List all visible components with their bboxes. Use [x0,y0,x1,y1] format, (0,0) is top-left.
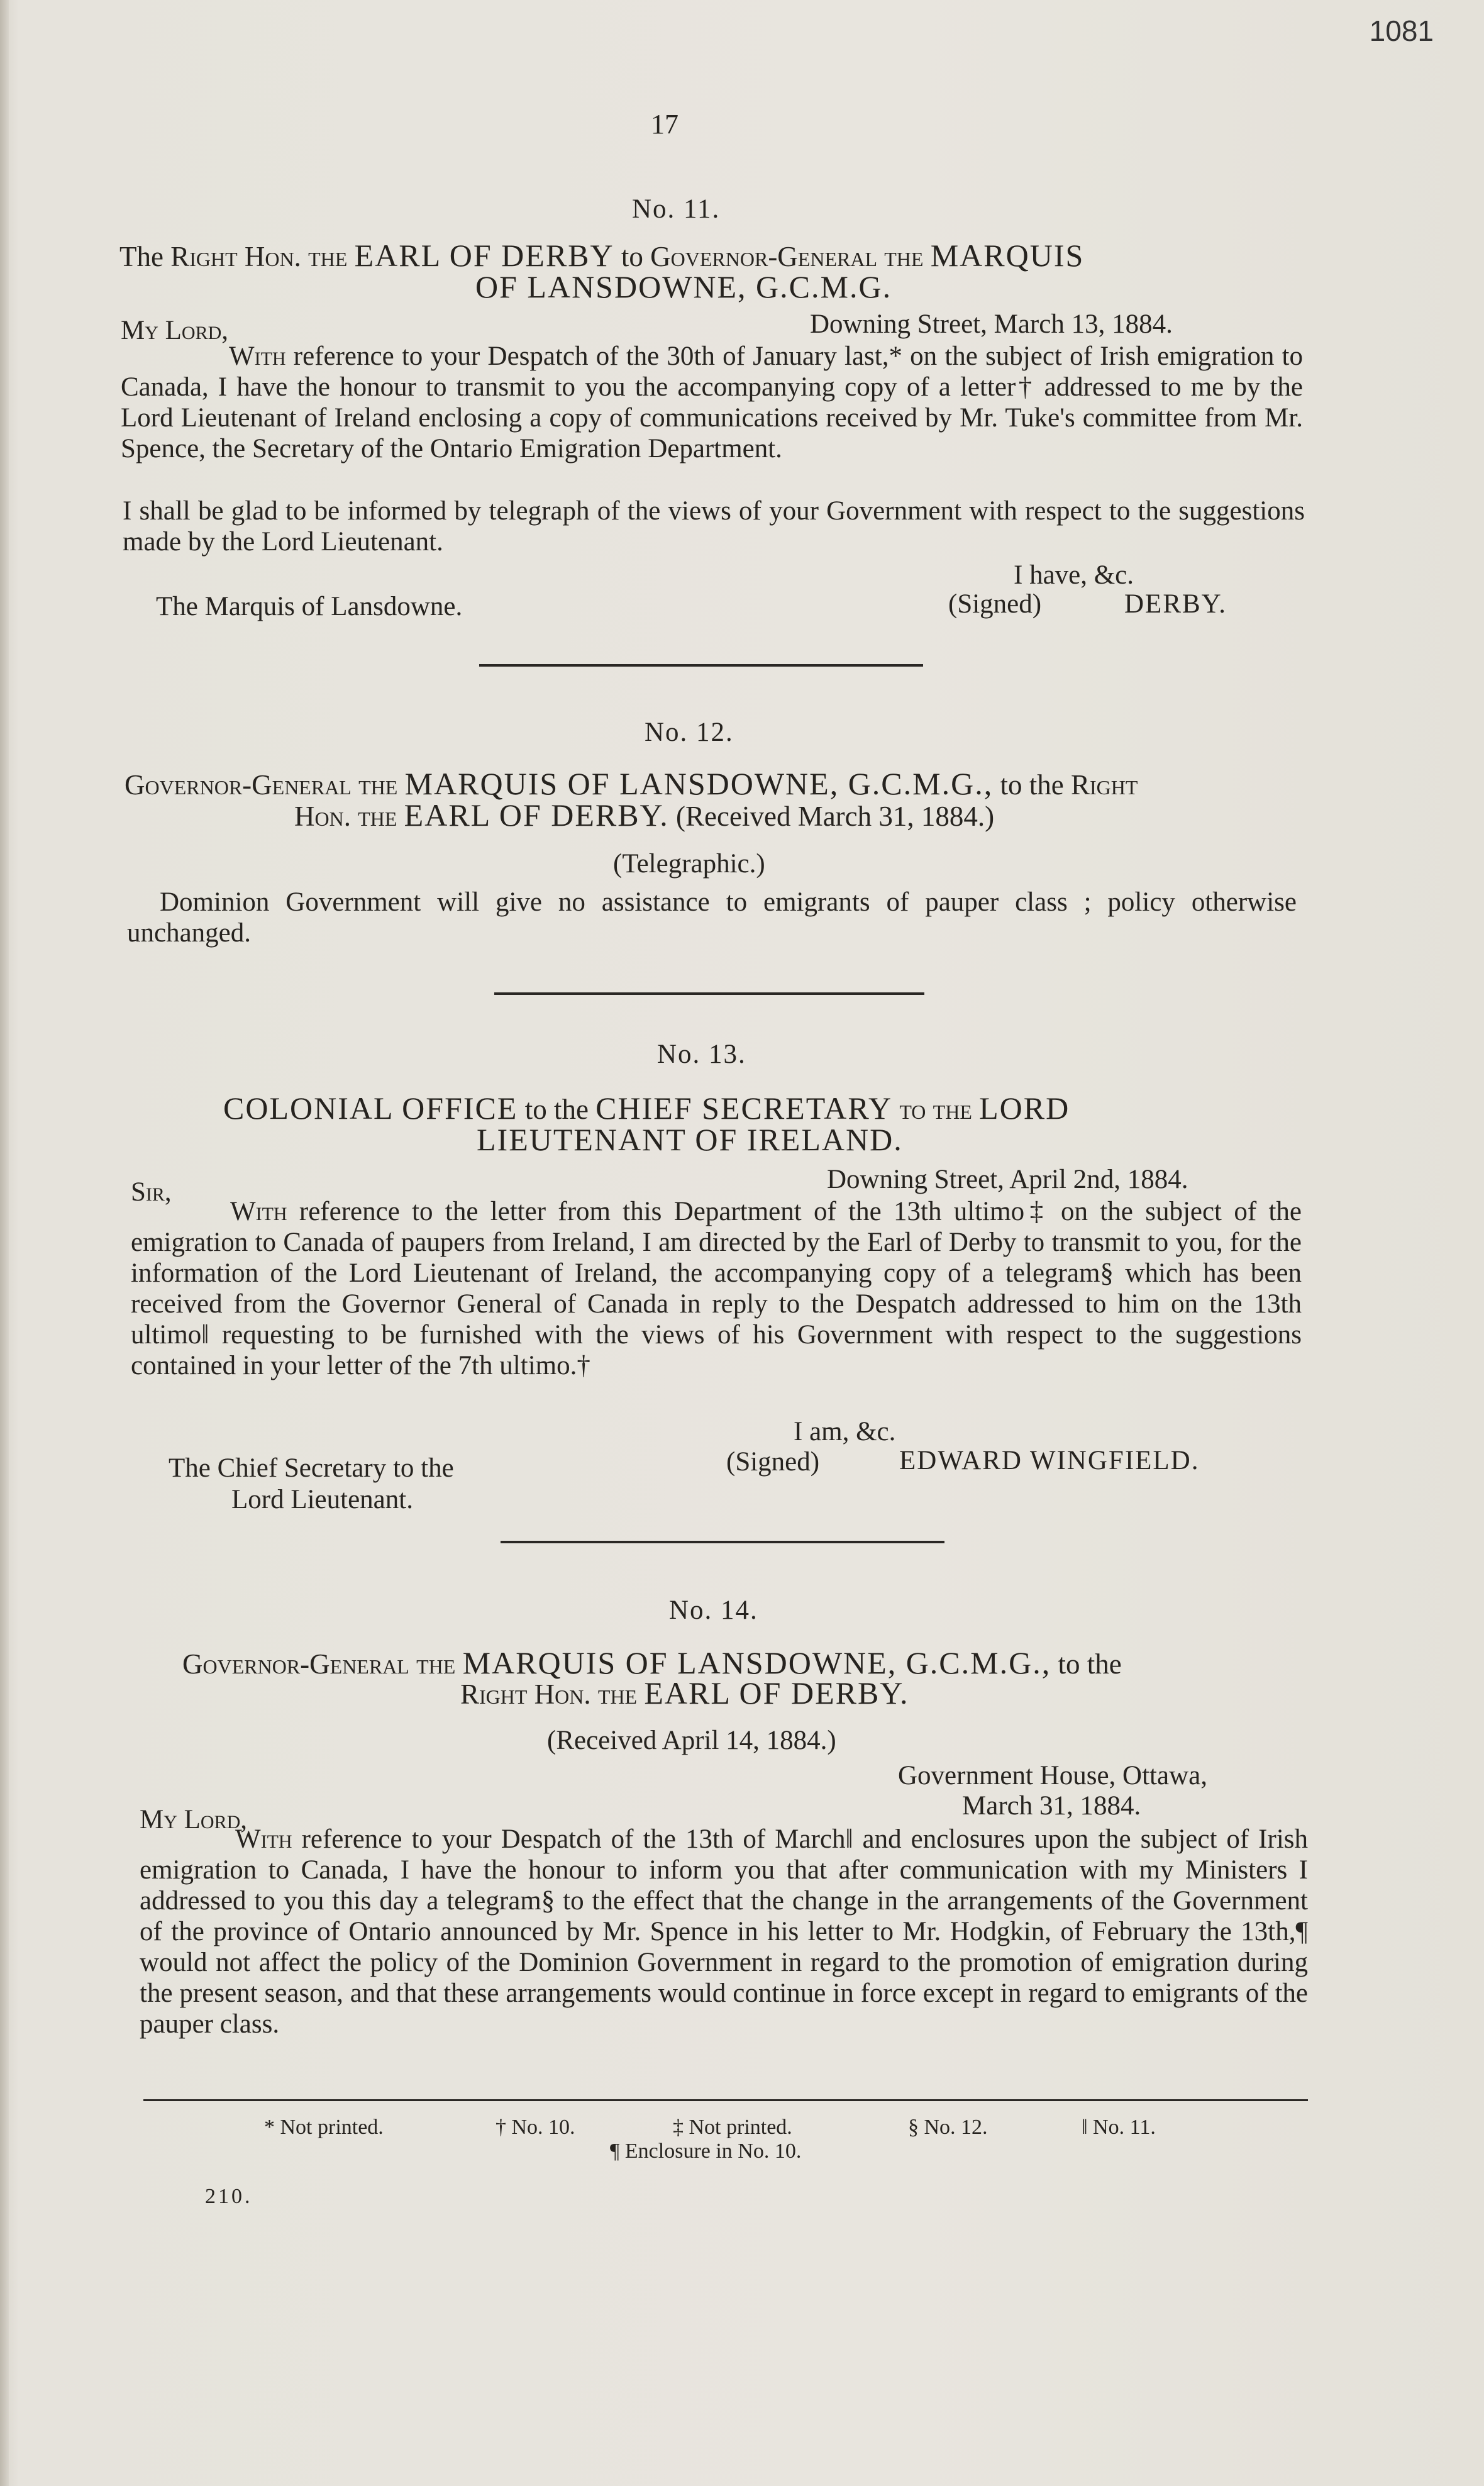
salutation: Sir, [131,1177,172,1207]
letter-paragraph: With reference to your Despatch of the 13th of March‖ and enclosures upon the subject of Irish emigration to Canada, I have the honour to inform you that after communication with my Ministers I addressed to you this day a telegram§ to the effect that the change in the arrangements of the Government of the province of Ontario announced by Mr. Spence in his letter to Mr. Hodgkin, of February the 13th,¶ would not affect the policy of the Dominion Government in regard to the promotion of emigration during the present season, and that these arrangements would continue in force except in regard to emigrants of the pauper class. [140,1824,1309,2039]
document-heading: COLONIAL OFFICE to the CHIEF SECRETARY to the LORD [223,1090,1070,1126]
letter-address: Downing Street, April 2nd, 1884. [827,1165,1188,1194]
document-heading-line-2: Right Hon. the EARL OF DERBY. [460,1675,909,1711]
folio-number: 17 [651,109,678,140]
signature-mark: 210. [205,2185,253,2208]
footnote-divider [143,2099,1308,2101]
section-divider [479,664,923,667]
salutation: My Lord, [121,316,229,345]
book-spine-shadow [0,0,9,2486]
section-divider [494,992,924,995]
letter-address: Government House, Ottawa, [898,1761,1207,1790]
signatory: DERBY. [1124,589,1227,619]
footnote: ¶ Enclosure in No. 10. [610,2139,802,2163]
page-number: 1081 [1369,14,1434,47]
document-heading-line-2: LIEUTENANT OF IRELAND. [477,1122,903,1157]
salutation: My Lord, [140,1805,248,1834]
footnote: § No. 12. [908,2116,988,2139]
footnote: ‖ No. 11. [1082,2116,1156,2139]
received-date: (Received April 14, 1884.) [547,1726,836,1755]
document-number: No. 11. [632,194,721,224]
signed-label: (Signed) [726,1447,820,1477]
section-divider [501,1541,944,1543]
document-heading-line-2: Hon. the EARL OF DERBY. (Received March 31, 1884.) [294,797,995,833]
letter-paragraph: I shall be glad to be informed by telegraph of the views of your Government with respect to the suggestions made by the Lord Lieutenant. [123,496,1305,557]
footnote: * Not printed. [264,2116,384,2139]
letter-date: March 31, 1884. [962,1791,1141,1821]
document-number: No. 13. [657,1040,746,1069]
footnote: ‡ Not printed. [673,2116,792,2139]
letter-address: Downing Street, March 13, 1884. [810,309,1173,339]
letter-addressee-line-2: Lord Lieutenant. [231,1485,413,1514]
letter-paragraph: With reference to your Despatch of the 30th of January last,* on the subject of Irish emigration to Canada, I have the honour to transmit to you the accompanying copy of a letter† addressed to me by the Lord Lieutenant of Ireland enclosing a copy of communications received by Mr. Tuke's committee from Mr. Spence, the Secretary of the Ontario Emigration Department. [121,341,1304,463]
letter-paragraph: With reference to the letter from this Department of the 13th ultimo‡ on the subject of the emigration to Canada of paupers from Ireland, I am directed by the Earl of Derby to transmit to you, for the information of the Lord Lieutenant of Ireland, the accompanying copy of a telegram§ which has been received from the Governor General of Canada in reply to the Despatch addressed to him on the 13th ultimo‖ requesting to be furnished with the views of his Government with respect to the suggestions contained in your letter of the 7th ultimo.† [131,1197,1302,1380]
signed-label: (Signed) [948,589,1042,619]
telegram-text: Dominion Government will give no assistance to emigrants of pauper class ; policy otherwise unchanged. [127,887,1297,948]
document-number: No. 14. [669,1595,758,1625]
document-heading: Governor-General the MARQUIS OF LANSDOWNE, G.C.M.G., to the [182,1645,1122,1680]
signatory: EDWARD WINGFIELD. [899,1446,1200,1475]
letter-addressee: The Chief Secretary to the [169,1453,454,1483]
letter-addressee: The Marquis of Lansdowne. [156,592,463,621]
document-number: No. 12. [645,718,734,747]
document-heading: Governor-General the MARQUIS OF LANSDOWNE, G.C.M.G., to the Right [125,766,1138,801]
document-heading-line-2: OF LANSDOWNE, G.C.M.G. [475,269,892,304]
footnote: † No. 10. [496,2116,575,2139]
letter-closing: I am, &c. [794,1417,896,1446]
telegraphic-label: (Telegraphic.) [613,849,765,879]
document-heading: The Right Hon. the EARL OF DERBY to Governor-General the MARQUIS [119,238,1085,273]
letter-closing: I have, &c. [1014,560,1134,590]
